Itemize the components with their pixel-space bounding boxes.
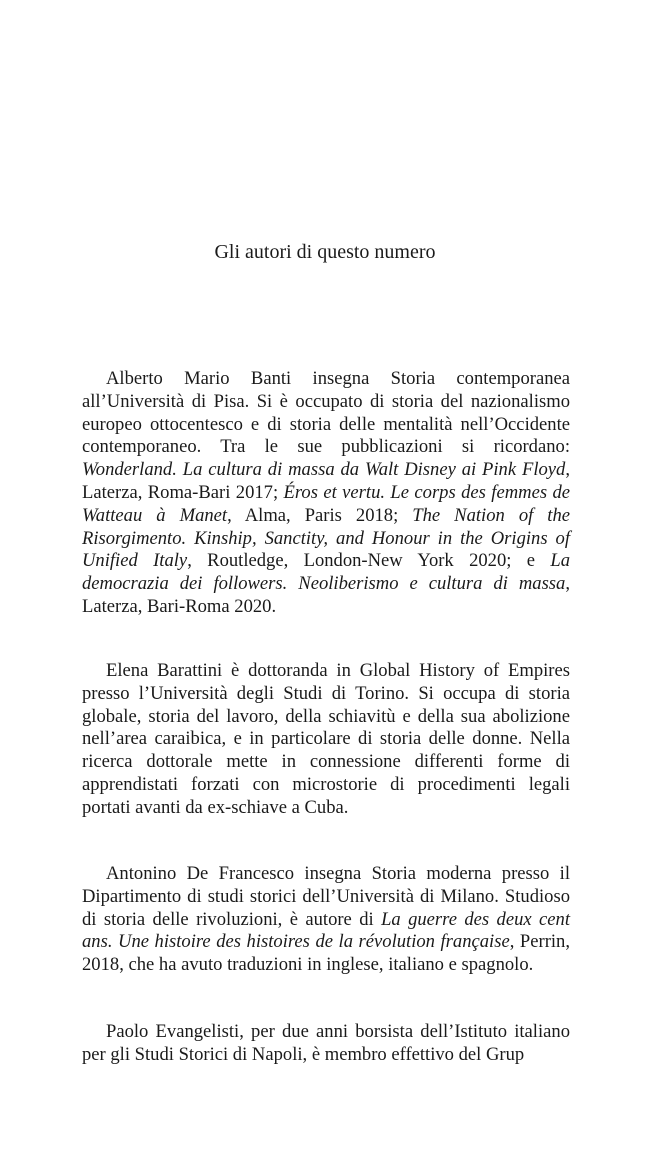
bio-text: Alberto Mario Banti insegna Storia contemporanea all’Università di Pisa. Si è occupato di storia del nazionalismo europeo ottocentesco e di storia delle mentalità nell’Occidente contemporaneo. Tra le sue pubblicazioni si ricordano: — [82, 368, 570, 458]
bio-text: , Perrin, 2018, che ha avuto traduzioni in inglese, italiano e spagnolo. — [82, 931, 570, 976]
bio-text: , Laterza, Roma-Bari 2017; — [82, 459, 570, 503]
author-bio-barattini — [82, 660, 570, 820]
bio-title-italic: La democrazia dei followers. Neoliberismo e cultura di massa — [82, 550, 570, 595]
page-title: Gli autori di questo numero — [214, 241, 436, 263]
bio-text: Paolo Evangelisti, per due anni borsista dell’Istituto italiano per gli Studi Storici di Napoli, è membro effettivo del Grup — [82, 1021, 570, 1065]
bio-text: , Routledge, London-New York 2020; e — [187, 550, 551, 572]
author-bio-banti — [82, 368, 570, 619]
bio-title-italic: La guerre des deux cent ans. Une histoire des histoires de la révolution française — [82, 908, 570, 953]
bio-title-italic: The Nation of the Risorgimento. Kinship, Sanctity, and Honour in the Origins of Unified Italy — [82, 504, 571, 572]
author-bio-de-francesco — [82, 863, 570, 977]
bio-text: , Alma, Paris 2018; — [227, 504, 413, 526]
bio-text: , Laterza, Bari-Roma 2020. — [82, 573, 570, 617]
bio-title-italic: Éros et vertu. Le corps des femmes de Watteau à Manet — [82, 481, 570, 526]
bio-text: Elena Barattini è dottoranda in Global History of Empires presso l’Università degli Studi di Torino. Si occupa di storia globale, storia del lavoro, della schiavitù e della sua abolizione nell’area caraibica, e in particolare di storia delle donne. Nella ricerca dottorale mette in connessione differenti forme di apprendistati forzati con microstorie di procedimenti legali portati avanti da ex-schiave a Cuba. — [82, 660, 570, 818]
author-bio-evangelisti — [82, 1021, 570, 1067]
bio-text: Antonino De Francesco insegna Storia moderna presso il Dipartimento di studi storici dell’Università di Milano. Studioso di storia delle rivoluzioni, è autore di — [82, 863, 570, 930]
bio-title-italic: Wonderland. La cultura di massa da Walt Disney ai Pink Floyd — [82, 459, 566, 481]
